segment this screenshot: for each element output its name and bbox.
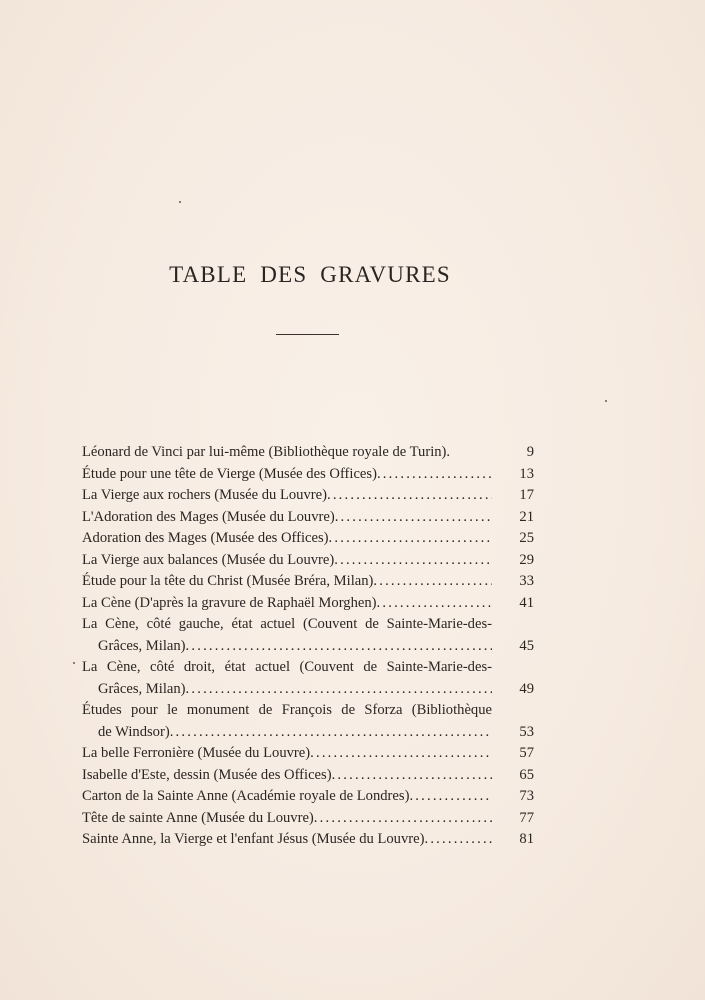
toc-entry [82, 700, 534, 743]
toc-entry [82, 550, 534, 572]
toc-entry [82, 464, 534, 486]
toc-entry-title-line: Carton de la Sainte Anne (Académie royale de Londres) [82, 788, 410, 804]
toc-entry-title-line: Sainte Anne, la Vierge et l'enfant Jésus (Musée du Louvre) [82, 831, 425, 847]
page-number: 77 [519, 809, 534, 826]
toc-entry [82, 808, 534, 830]
page-number: 17 [519, 487, 534, 503]
dot-leader [186, 636, 492, 658]
toc-entry-title-line: La Vierge aux rochers (Musée du Louvre) [82, 487, 327, 503]
page-number: 53 [519, 723, 534, 740]
toc-entry-title-line: La belle Ferronière (Musée du Louvre) [82, 745, 311, 761]
toc-entry [82, 442, 534, 464]
toc-entry-title-line: Isabelle d'Este, dessin (Musée des Offices) [82, 766, 332, 783]
toc-entry [82, 786, 534, 808]
dot-leader [373, 571, 492, 593]
page-number: 33 [519, 573, 534, 589]
dot-leader [327, 485, 492, 507]
dot-leader [334, 550, 492, 572]
dot-leader [335, 507, 492, 529]
dot-leader [377, 464, 492, 486]
toc-entry [82, 485, 534, 507]
toc-entry-title-line: Études pour le monument de François de Sforza (Bibliothèque [82, 702, 492, 718]
page-number: 45 [519, 637, 534, 654]
page-number: 13 [519, 465, 534, 482]
page-number: 73 [519, 788, 534, 804]
dot-leader [424, 829, 492, 851]
paper-speck [73, 662, 75, 664]
dot-leader [310, 743, 492, 765]
toc-entry-title-line: Léonard de Vinci par lui-même (Bibliothèque royale de Turin). [82, 444, 451, 460]
dot-leader [170, 722, 492, 744]
toc-entry [82, 614, 534, 657]
page-number: 57 [519, 745, 534, 761]
page-number: 25 [519, 530, 534, 546]
table-of-engravings [82, 442, 534, 851]
toc-entry-title-line: L'Adoration des Mages (Musée du Louvre) [82, 508, 335, 525]
toc-entry-title-line: Grâces, Milan) [98, 680, 186, 697]
page-number: 21 [519, 508, 534, 525]
page-number: 49 [519, 680, 534, 697]
dot-leader [329, 528, 492, 550]
toc-entry-title-line: La Cène, côté gauche, état actuel (Couvent de Sainte-Marie-des- [82, 616, 492, 632]
page-number: 29 [519, 551, 534, 568]
dot-leader [332, 765, 492, 787]
toc-entry [82, 528, 534, 550]
toc-entry-title-line: Étude pour une tête de Vierge (Musée des Offices) [82, 465, 377, 482]
toc-entry [82, 507, 534, 529]
toc-entry-title-line: Grâces, Milan) [98, 637, 186, 654]
toc-entry-title-line: La Cène (D'après la gravure de Raphaël Morghen) [82, 594, 377, 611]
toc-entry [82, 657, 534, 700]
toc-entry [82, 593, 534, 615]
title-rule [276, 334, 339, 335]
toc-entry [82, 571, 534, 593]
toc-entry-title-line: Étude pour la tête du Christ (Musée Bréra, Milan) [82, 573, 374, 589]
toc-entry-title-line: Adoration des Mages (Musée des Offices) [82, 530, 329, 546]
page-number: 41 [519, 594, 534, 611]
dot-leader [186, 679, 492, 701]
page-number: 65 [519, 766, 534, 783]
toc-entry [82, 765, 534, 787]
dot-leader [409, 786, 492, 808]
toc-entry [82, 829, 534, 851]
dot-leader [377, 593, 492, 615]
page-title: TABLE DES GRAVURES [169, 262, 451, 287]
toc-entry-title-line: Tête de sainte Anne (Musée du Louvre) [82, 809, 314, 826]
page-number: 9 [526, 444, 534, 460]
paper-speck [179, 201, 181, 203]
toc-entry-title-line: La Vierge aux balances (Musée du Louvre) [82, 551, 335, 568]
paper-speck [605, 400, 607, 402]
toc-entry-title-line: La Cène, côté droit, état actuel (Couvent de Sainte-Marie-des- [82, 659, 492, 675]
dot-leader [314, 808, 492, 830]
toc-entry [82, 743, 534, 765]
page-number: 81 [519, 831, 534, 847]
toc-entry-title-line: de Windsor) [98, 723, 170, 740]
